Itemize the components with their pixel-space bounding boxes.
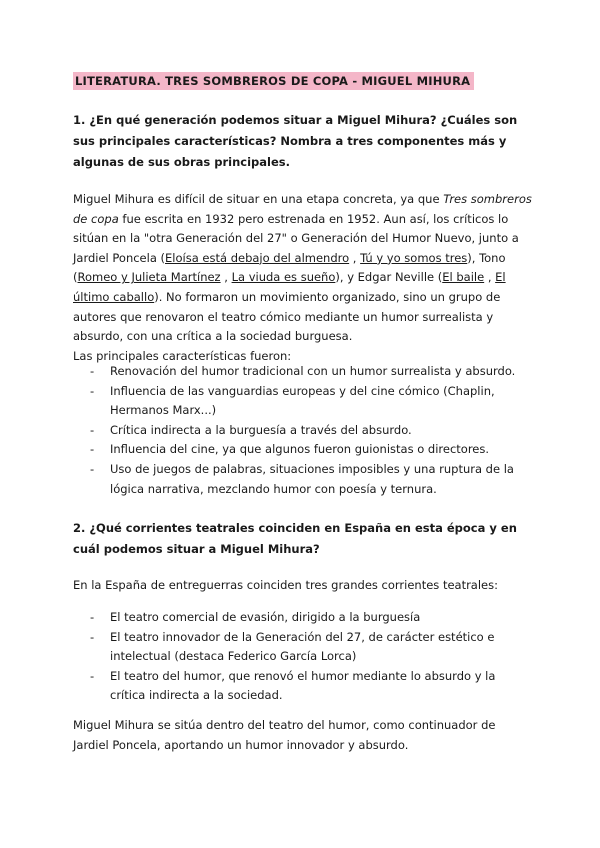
characteristics-list	[90, 362, 530, 499]
dash-bullet: -	[90, 364, 95, 378]
separator-3: ,	[484, 270, 496, 285]
list-item: - El teatro comercial de evasión, dirigido a la burguesía	[90, 608, 530, 628]
answer-1-text-mid3: ), y Edgar Neville (	[335, 270, 443, 285]
neville-work-1: El baile	[442, 270, 485, 285]
dash-bullet: -	[90, 442, 95, 457]
list-item: - Crítica indirecta a la burguesía a través del absurdo.	[90, 421, 530, 441]
list-item: - El teatro innovador de la Generación del 27, de carácter estético e intelectual (destaca Federico García Lorca)	[90, 629, 495, 664]
jardiel-work-2: Tú y yo somos tres	[360, 250, 468, 265]
answer-1-text-mid1: fue escrita en 1932 pero estrenada en 1952. Aun así, los críticos lo sitúan en la "otra Generación del 27" o Generación del Humor Nuevo, junto a Jardiel Poncela (	[73, 211, 519, 265]
answer-1-text-mid2: ), Tono (	[73, 250, 506, 285]
answer-1-text-end: ). No formaron un movimiento organizado, sino un grupo de autores que renovaron el teatro cómico mediante un humor surrealista y absurdo, con una crítica a la sociedad burguesa.	[73, 289, 501, 344]
question-2: 2. ¿Qué corrientes teatrales coinciden en España en esta época y en cuál podemos situar a Miguel Mihura?	[73, 521, 517, 556]
dash-bullet: -	[90, 461, 95, 476]
dash-bullet: -	[90, 383, 95, 398]
dash-bullet: -	[90, 668, 95, 683]
answer-1-paragraph	[73, 190, 533, 366]
list-item: - Influencia del cine, ya que algunos fueron guionistas o directores.	[90, 440, 530, 460]
separator-2: ,	[220, 270, 232, 285]
dash-bullet: -	[90, 422, 95, 437]
document-title: LITERATURA. TRES SOMBREROS DE COPA - MIGUEL MIHURA	[73, 72, 474, 90]
dash-bullet: -	[90, 610, 95, 624]
characteristics-intro: Las principales características fueron:	[73, 348, 292, 363]
dash-bullet: -	[90, 629, 95, 644]
list-item: - El teatro del humor, que renovó el humor mediante lo absurdo y la crítica indirecta a la sociedad.	[90, 668, 496, 703]
jardiel-work-1: Eloísa está debajo del almendro	[165, 250, 350, 265]
separator-1: ,	[349, 250, 361, 265]
answer-2-intro: En la España de entreguerras coinciden tres grandes corrientes teatrales:	[73, 578, 498, 592]
question-1: 1. ¿En qué generación podemos situar a Miguel Mihura? ¿Cuáles son sus principales características? Nombra a tres componentes más y algunas de sus obras principales.	[73, 113, 518, 169]
work-title-tres-sombreros: Tres sombreros de copa	[73, 192, 532, 226]
currents-list	[90, 608, 530, 706]
list-item: - Influencia de las vanguardias europeas y del cine cómico (Chaplin, Hermanos Marx...)	[90, 383, 495, 418]
neville-work-2: El último caballo	[73, 270, 506, 304]
answer-1-text-start: Miguel Mihura es difícil de situar en una etapa concreta, ya que	[73, 192, 444, 206]
list-item: - Uso de juegos de palabras, situaciones imposibles y una ruptura de la lógica narrativa, mezclando humor con poesía y ternura.	[90, 461, 514, 496]
tono-work-2: La viuda es sueño	[231, 270, 336, 285]
list-item: - Renovación del humor tradicional con un humor surrealista y absurdo.	[90, 362, 530, 382]
answer-2-conclusion: Miguel Mihura se sitúa dentro del teatro del humor, como continuador de Jardiel Poncela, aportando un humor innovador y absurdo.	[73, 718, 496, 752]
tono-work-1: Romeo y Julieta Martínez	[77, 270, 221, 285]
